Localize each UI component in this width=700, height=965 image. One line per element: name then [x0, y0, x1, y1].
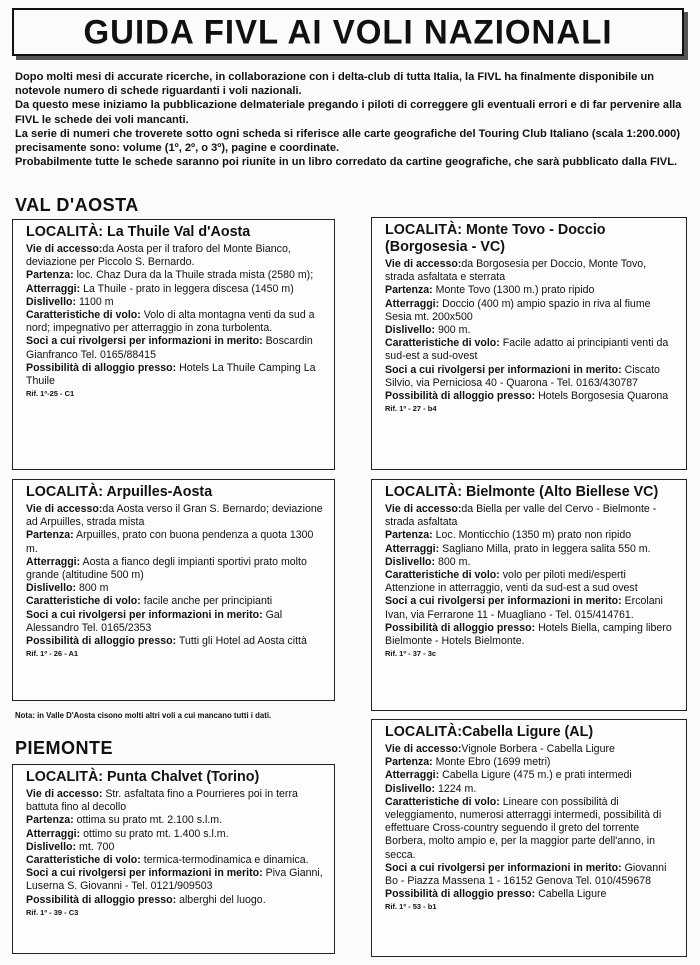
card-arpuilles [12, 479, 335, 701]
page-title-box [12, 8, 684, 56]
partenza-label: Partenza: [26, 529, 74, 542]
partenza-value: loc. Chaz Dura da la Thuile strada mista (2580 m); [76, 269, 314, 282]
map-reference: Rif. 1º - 37 - 3c [385, 649, 437, 659]
caratteristiche-label: Caratteristiche di volo: [385, 569, 500, 582]
accesso-label: Vie di accesso: [385, 258, 462, 270]
atterraggi-value: Sagliano Milla, prato in leggera salita 550 m. [442, 542, 651, 555]
dislivello-label: Dislivello: [385, 324, 436, 337]
alloggio-value: alberghi del luogo. [179, 893, 266, 906]
section-heading-aosta: VAL D'AOSTA [15, 195, 139, 215]
atterraggi-value: Aosta a fianco degli impianti sportivi prato molto grande (altitudine 500 m) [26, 555, 307, 582]
localita-name: Arpuilles-Aosta [106, 484, 213, 500]
caratteristiche-label: Caratteristiche di volo: [26, 309, 141, 322]
dislivello-value: 800 m [79, 582, 109, 595]
accesso-value: da Aosta verso il Gran S. Bernardo; deviazione ad Arpuilles, strada mista [26, 503, 323, 529]
alloggio-label: Possibilità di alloggio presso: [26, 893, 177, 906]
dislivello-label: Dislivello: [26, 295, 77, 308]
soci-value: Ciscato Silvio, via Perniciosa 40 - Quarona - Tel. 0163/430787 [385, 363, 660, 389]
intro-paragraph: Da questo mese iniziamo la pubblicazione delmateriale pregando i piloti di correggere gli eventuali errori e di far pervenire alla FIVL le schede dei voli mancanti. [15, 99, 682, 126]
alloggio-value: Hotels La Thuile Camping La Thuile [26, 361, 316, 388]
alloggio-label: Possibilità di alloggio presso: [385, 390, 536, 403]
soci-label: Soci a cui rivolgersi per informazioni in merito: [385, 861, 622, 874]
atterraggi-value: Doccio (400 m) ampio spazio in riva al fiume Sesia mt. 200x500 [385, 297, 651, 323]
accesso-label: Vie di accesso: [385, 743, 462, 755]
caratteristiche-value: volo per piloti medi/esperti Attenzione in atterraggio, venti da sud-est a sud ovest [385, 569, 638, 595]
soci-value: Giovanni Bo - Piazza Massena 1 - 16152 Genova Tel. 010/459678 [385, 861, 667, 888]
accesso-label: Vie di accesso: [26, 503, 103, 515]
partenza-value: ottima su prato mt. 2.100 s.l.m. [76, 814, 223, 827]
caratteristiche-value: Volo di alta montagna venti da sud a nord; impegnativo per atterraggio in zona turbolenta. [26, 309, 315, 335]
soci-value: Boscardin Gianfranco Tel. 0165/88415 [26, 335, 313, 361]
map-reference: Rif. 1º - 39 - C3 [26, 907, 79, 917]
card-monte-tovo [371, 217, 687, 470]
caratteristiche-label: Caratteristiche di volo: [385, 337, 500, 350]
partenza-label: Partenza: [26, 269, 74, 282]
localita-label: LOCALITÀ: [26, 224, 104, 240]
accesso-value: da Borgosesia per Doccio, Monte Tovo, strada asfaltata e sterrata [385, 258, 647, 284]
accesso-value: Vignole Borbera - Cabella Ligure [461, 743, 615, 755]
card-title [26, 484, 326, 501]
localita-label: LOCALITÀ: [385, 222, 463, 238]
alloggio-label: Possibilità di alloggio presso: [26, 361, 177, 374]
card-cabella-ligure [371, 719, 687, 957]
accesso-value: Str. asfaltata fino a Pourrieres poi in terra battuta fino al decollo [26, 788, 298, 814]
caratteristiche-label: Caratteristiche di volo: [26, 595, 141, 608]
localita-label: LOCALITÀ: [26, 484, 104, 500]
caratteristiche-value: Facile adatto ai principianti venti da sud-est a sud-ovest [385, 337, 669, 363]
dislivello-label: Dislivello: [26, 840, 77, 853]
dislivello-value: mt. 700 [79, 840, 115, 853]
dislivello-value: 900 m. [438, 324, 471, 337]
localita-label: LOCALITÀ: [385, 484, 463, 500]
dislivello-label: Dislivello: [26, 582, 77, 595]
footnote: Nota: in Valle D'Aosta cisono molti altri voli a cui mancano tutti i dati. [15, 711, 272, 720]
accesso-label: Vie di accesso: [385, 503, 462, 515]
dislivello-label: Dislivello: [385, 782, 436, 795]
soci-label: Soci a cui rivolgersi per informazioni in merito: [385, 363, 622, 376]
caratteristiche-value: Lineare con possibilità di veleggiamento, numerosi atterraggi intermedi, possibilità di effettuare Cross-country seguendo il greto del torrente Borbera, molto ampio e, per la maggior parte dell'anno, in secca. [385, 795, 662, 861]
atterraggi-value: La Thuile - prato in leggera discesa (1450 m) [83, 282, 294, 295]
accesso-label: Vie di accesso: [26, 243, 103, 255]
soci-value: Gal Alessandro Tel. 0165/2353 [26, 608, 283, 634]
dislivello-value: 800 m. [438, 555, 471, 568]
intro-text [15, 70, 687, 169]
soci-label: Soci a cui rivolgersi per informazioni in merito: [385, 595, 622, 608]
caratteristiche-label: Caratteristiche di volo: [385, 795, 500, 808]
card-title [26, 769, 326, 786]
atterraggi-label: Atterraggi: [26, 282, 81, 295]
atterraggi-label: Atterraggi: [26, 827, 81, 840]
partenza-label: Partenza: [385, 284, 433, 297]
map-reference: Rif. 1º-25 - C1 [26, 389, 75, 399]
partenza-label: Partenza: [385, 529, 433, 542]
atterraggi-label: Atterraggi: [385, 542, 440, 555]
dislivello-value: 1100 m [79, 295, 114, 308]
card-title [385, 222, 678, 256]
alloggio-label: Possibilità di alloggio presso: [26, 635, 177, 648]
dislivello-label: Dislivello: [385, 555, 436, 568]
card-la-thuile [12, 219, 335, 470]
alloggio-label: Possibilità di alloggio presso: [385, 888, 536, 901]
accesso-value: da Aosta per il traforo del Monte Bianco, deviazione per Piccolo S. Bernardo. [26, 243, 291, 269]
accesso-value: da Biella per valle del Cervo - Bielmonte - strada asfaltata [385, 503, 657, 529]
soci-value: Ercolani Ivan, via Ferrarone 11 - Muagliano - Tel. 015/414761. [385, 595, 663, 621]
page-title: GUIDA FIVL AI VOLI NAZIONALI [83, 12, 613, 51]
caratteristiche-value: termica-termodinamica e dinamica. [143, 854, 309, 867]
dislivello-value: 1224 m. [438, 782, 477, 795]
atterraggi-value: Cabella Ligure (475 m.) e prati intermedi [442, 769, 632, 782]
caratteristiche-value: facile anche per principianti [143, 595, 273, 608]
soci-label: Soci a cui rivolgersi per informazioni in merito: [26, 867, 263, 880]
localita-name: Monte Tovo - Doccio (Borgosesia - VC) [385, 222, 606, 255]
alloggio-value: Cabella Ligure [538, 888, 607, 901]
section-heading-piemonte: PIEMONTE [15, 738, 114, 758]
partenza-label: Partenza: [26, 814, 74, 827]
partenza-value: Loc. Monticchio (1350 m) prato non ripido [435, 529, 632, 542]
intro-paragraph: Dopo molti mesi di accurate ricerche, in collaborazione con i delta-club di tutta Italia, la FIVL ha finalmente disponibile un notevole numero di schede riguardanti i voli nazionali. [15, 71, 655, 98]
atterraggi-value: ottimo su prato mt. 1.400 s.l.m. [83, 827, 229, 840]
alloggio-value: Hotels Biella, camping libero Bielmonte - Hotels Bielmonte. [385, 621, 672, 648]
atterraggi-label: Atterraggi: [385, 297, 440, 310]
localita-name: La Thuile Val d'Aosta [107, 224, 251, 240]
accesso-label: Vie di accesso: [26, 788, 103, 800]
atterraggi-label: Atterraggi: [385, 769, 440, 782]
atterraggi-label: Atterraggi: [26, 555, 81, 568]
partenza-label: Partenza: [385, 756, 433, 769]
alloggio-value: Hotels Borgosesia Quarona [538, 390, 669, 403]
card-title [26, 224, 326, 241]
partenza-value: Monte Tovo (1300 m.) prato ripido [435, 284, 595, 297]
map-reference: Rif. 1º - 27 - b4 [385, 404, 437, 414]
localita-name: Bielmonte (Alto Biellese VC) [466, 484, 659, 500]
map-reference: Rif. 1º - 26 - A1 [26, 649, 79, 659]
card-title [385, 724, 678, 741]
card-punta-chalvet [12, 764, 335, 954]
caratteristiche-label: Caratteristiche di volo: [26, 854, 141, 867]
localita-name: Cabella Ligure (AL) [462, 724, 594, 740]
localita-label: LOCALITÀ: [26, 769, 104, 785]
localita-name: Punta Chalvet (Torino) [107, 769, 260, 785]
map-reference: Rif. 1º - 53 - b1 [385, 902, 437, 912]
partenza-value: Arpuilles, prato con buona pendenza a quota 1300 m. [26, 529, 314, 555]
alloggio-label: Possibilità di alloggio presso: [385, 621, 536, 634]
soci-label: Soci a cui rivolgersi per informazioni in merito: [26, 335, 263, 348]
partenza-value: Monte Ebro (1699 metri) [435, 756, 551, 769]
soci-value: Piva Gianni, Luserna S. Giovanni - Tel. 0121/909503 [26, 867, 323, 893]
card-title [385, 484, 678, 501]
soci-label: Soci a cui rivolgersi per informazioni in merito: [26, 608, 263, 621]
intro-paragraph: Probabilmente tutte le schede saranno poi riunite in un libro corredato da cartine geografiche, che sarà pubblicato dalla FIVL. [15, 156, 678, 169]
alloggio-value: Tutti gli Hotel ad Aosta città [178, 635, 307, 648]
card-bielmonte [371, 479, 687, 711]
intro-paragraph: La serie di numeri che troverete sotto ogni scheda si riferisce alle carte geografiche del Touring Club Italiano (scala 1:200.000) precisamente sono: volume (1º, 2º, o 3º), pagine e coordinate. [15, 127, 681, 155]
localita-label: LOCALITÀ: [385, 724, 463, 740]
